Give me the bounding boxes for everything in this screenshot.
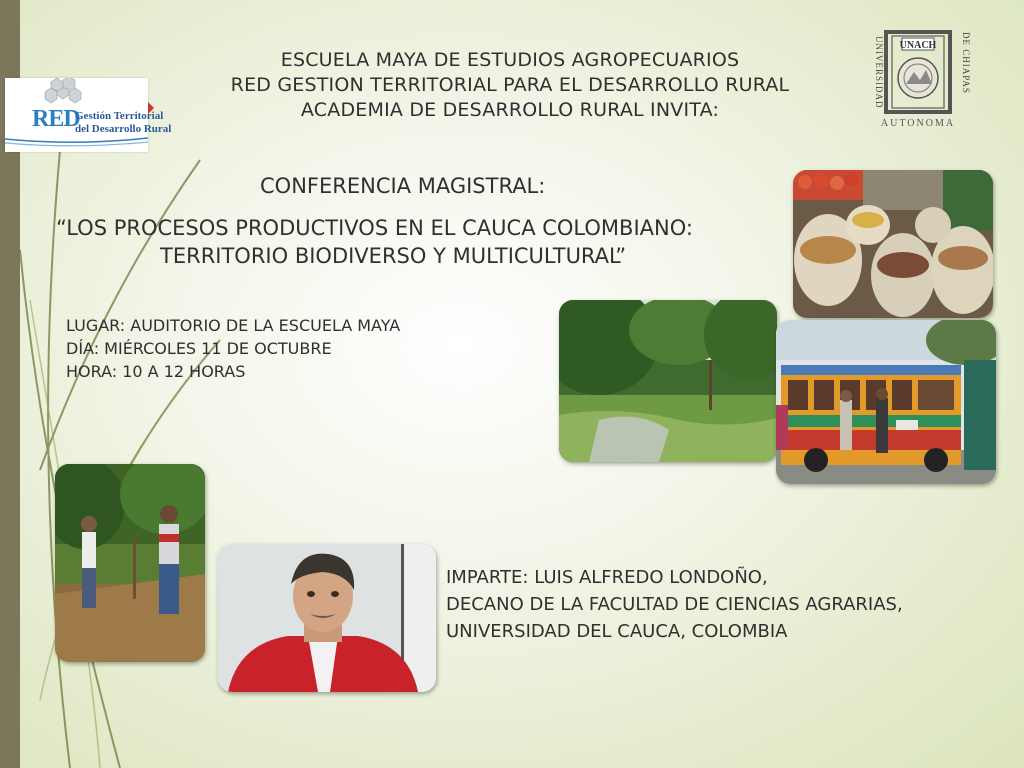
speaker-portrait-photo — [218, 544, 436, 692]
event-place: LUGAR: AUDITORIO DE LA ESCUELA MAYA — [66, 316, 401, 335]
unach-bottom-text: AUTONOMA — [880, 118, 956, 129]
unach-badge-text: UNACH — [899, 40, 937, 51]
unach-seal-icon — [866, 28, 970, 120]
red-logo-word: RED — [32, 106, 80, 132]
header-line-1: ESCUELA MAYA DE ESTUDIOS AGROPECUARIOS — [280, 49, 740, 71]
header-title — [180, 48, 840, 123]
red-logo-text-2: del Desarrollo Rural — [75, 123, 172, 135]
river-landscape-photo — [559, 300, 777, 462]
speaker-line-1: IMPARTE: LUIS ALFREDO LONDOÑO, — [446, 567, 768, 588]
conference-title: CONFERENCIA MAGISTRAL: — [260, 174, 546, 198]
unach-right-text: DE CHIAPAS — [961, 32, 970, 94]
chiva-bus-photo — [776, 320, 996, 484]
header-line-3: ACADEMIA DE DESARROLLO RURAL INVITA: — [300, 99, 720, 121]
event-day: DÍA: MIÉRCOLES 11 DE OCTUBRE — [66, 339, 332, 358]
unach-left-text: UNIVERSIDAD — [874, 36, 884, 109]
unach-logo — [866, 28, 970, 132]
red-logo-text-1: Gestión Territorial — [75, 110, 164, 122]
field-visit-photo — [55, 464, 205, 662]
logo-stripes — [5, 136, 148, 148]
red-gestion-logo — [5, 78, 172, 152]
speaker-line-2: DECANO DE LA FACULTAD DE CIENCIAS AGRARIAS, — [446, 594, 903, 615]
red-arrow-icon — [148, 102, 154, 114]
speaker-info — [446, 564, 903, 645]
header-line-2: RED GESTION TERRITORIAL PARA EL DESARROLLO RURAL — [230, 74, 790, 96]
speaker-line-3: UNIVERSIDAD DEL CAUCA, COLOMBIA — [446, 621, 788, 642]
event-time: HORA: 10 A 12 HORAS — [66, 362, 246, 381]
conference-topic-line-2: TERRITORIO BIODIVERSO Y MULTICULTURAL” — [160, 244, 627, 268]
event-details — [66, 314, 400, 383]
conference-topic-line-1: “LOS PROCESOS PRODUCTIVOS EN EL CAUCA COLOMBIANO: — [56, 216, 693, 240]
market-potatoes-photo — [793, 170, 993, 318]
